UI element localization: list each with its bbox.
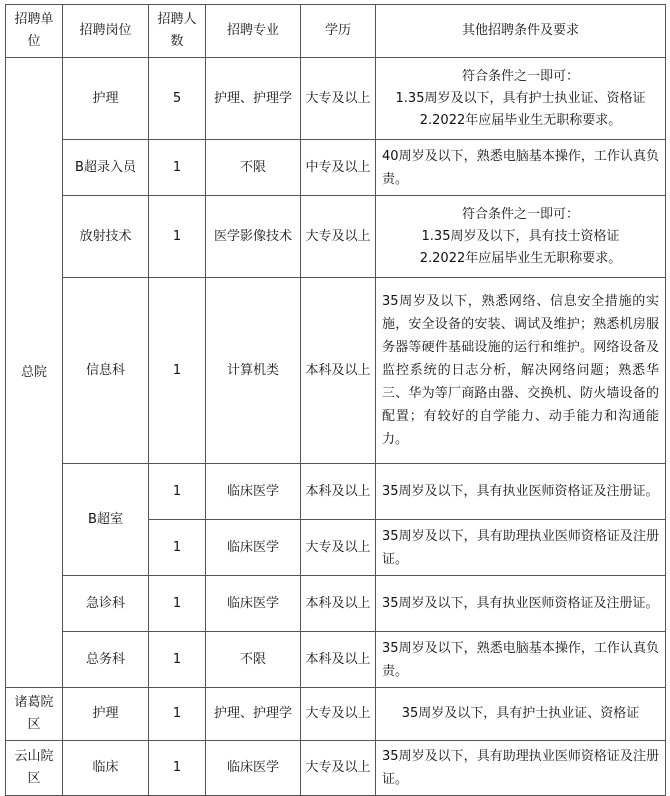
cell-education: 中专及以上	[301, 140, 376, 196]
unit-zhugeyuan: 诸葛院区	[6, 688, 63, 741]
cell-count: 1	[149, 140, 206, 196]
cell-major: 临床医学	[206, 464, 301, 520]
req-line: 1.35周岁及以下，具有护士执业证、资格证	[395, 90, 646, 106]
cell-education: 本科及以上	[301, 278, 376, 464]
cell-count: 1	[149, 688, 206, 741]
cell-requirements	[376, 58, 666, 140]
cell-education: 大专及以上	[301, 520, 376, 576]
cell-major: 临床医学	[206, 576, 301, 632]
cell-requirements: 40周岁及以下，熟悉电脑基本操作，工作认真负责。	[376, 140, 666, 196]
cell-position: 急诊科	[63, 576, 149, 632]
cell-education: 大专及以上	[301, 58, 376, 140]
req-line: 符合条件之一即可：	[461, 68, 579, 84]
cell-major: 医学影像技术	[206, 196, 301, 278]
cell-position: 护理	[63, 688, 149, 741]
table-row	[6, 576, 666, 632]
cell-requirements: 35周岁及以下，具有助理执业医师资格证及注册证。	[376, 741, 666, 796]
cell-requirements: 35周岁及以下，具有护士执业证、资格证	[376, 688, 666, 741]
cell-education: 大专及以上	[301, 688, 376, 741]
cell-count: 1	[149, 520, 206, 576]
cell-position: 信息科	[63, 278, 149, 464]
cell-major: 护理、护理学	[206, 58, 301, 140]
cell-major: 临床医学	[206, 520, 301, 576]
cell-count: 5	[149, 58, 206, 140]
header-requirements: 其他招聘条件及要求	[376, 5, 666, 58]
table-row	[6, 196, 666, 278]
recruitment-table	[5, 4, 666, 796]
cell-position: 总务科	[63, 632, 149, 688]
cell-major: 不限	[206, 140, 301, 196]
header-major: 招聘专业	[206, 5, 301, 58]
cell-count: 1	[149, 464, 206, 520]
cell-count: 1	[149, 741, 206, 796]
cell-education: 大专及以上	[301, 741, 376, 796]
cell-requirements	[376, 196, 666, 278]
cell-major: 不限	[206, 632, 301, 688]
header-unit: 招聘单位	[6, 5, 63, 58]
cell-position: 临床	[63, 741, 149, 796]
cell-education: 本科及以上	[301, 464, 376, 520]
cell-count: 1	[149, 576, 206, 632]
cell-education: 本科及以上	[301, 576, 376, 632]
header-row	[6, 5, 666, 58]
table-row	[6, 688, 666, 741]
cell-major: 护理、护理学	[206, 688, 301, 741]
table-row	[6, 464, 666, 520]
cell-requirements: 35周岁及以下，具有助理执业医师资格证及注册证。	[376, 520, 666, 576]
cell-education: 本科及以上	[301, 632, 376, 688]
unit-yunshanyuan: 云山院区	[6, 741, 63, 796]
cell-count: 1	[149, 196, 206, 278]
cell-position: 放射技术	[63, 196, 149, 278]
table-row	[6, 741, 666, 796]
req-line: 2.2022年应届毕业生无职称要求。	[419, 112, 622, 128]
cell-requirements: 35周岁及以下，熟悉网络、信息安全措施的实施，安全设备的安装、调试及维护；熟悉机房服务器等硬件基础设施的运行和维护。网络设备及监控系统的日志分析，解决网络问题；熟悉华三、华为等厂商路由器、交换机、防火墙设备的配置；有较好的自学能力、动手能力和沟通能力。	[376, 278, 666, 464]
table-row	[6, 140, 666, 196]
table-row	[6, 278, 666, 464]
header-count: 招聘人数	[149, 5, 206, 58]
table-row	[6, 632, 666, 688]
cell-position: B超录入员	[63, 140, 149, 196]
cell-requirements: 35周岁及以下，具有执业医师资格证及注册证。	[376, 464, 666, 520]
req-line: 2.2022年应届毕业生无职称要求。	[419, 250, 622, 266]
cell-education: 大专及以上	[301, 196, 376, 278]
unit-zongyuan: 总院	[6, 58, 63, 688]
cell-requirements: 35周岁及以下，熟悉电脑基本操作，工作认真负责。	[376, 632, 666, 688]
cell-position: B超室	[63, 464, 149, 576]
cell-requirements: 35周岁及以下，具有执业医师资格证及注册证。	[376, 576, 666, 632]
req-line: 符合条件之一即可：	[461, 206, 579, 222]
cell-count: 1	[149, 632, 206, 688]
cell-count: 1	[149, 278, 206, 464]
header-position: 招聘岗位	[63, 5, 149, 58]
cell-major: 临床医学	[206, 741, 301, 796]
cell-major: 计算机类	[206, 278, 301, 464]
header-education: 学历	[301, 5, 376, 58]
cell-position: 护理	[63, 58, 149, 140]
table-row	[6, 58, 666, 140]
req-line: 1.35周岁及以下，具有技士资格证	[421, 228, 620, 244]
